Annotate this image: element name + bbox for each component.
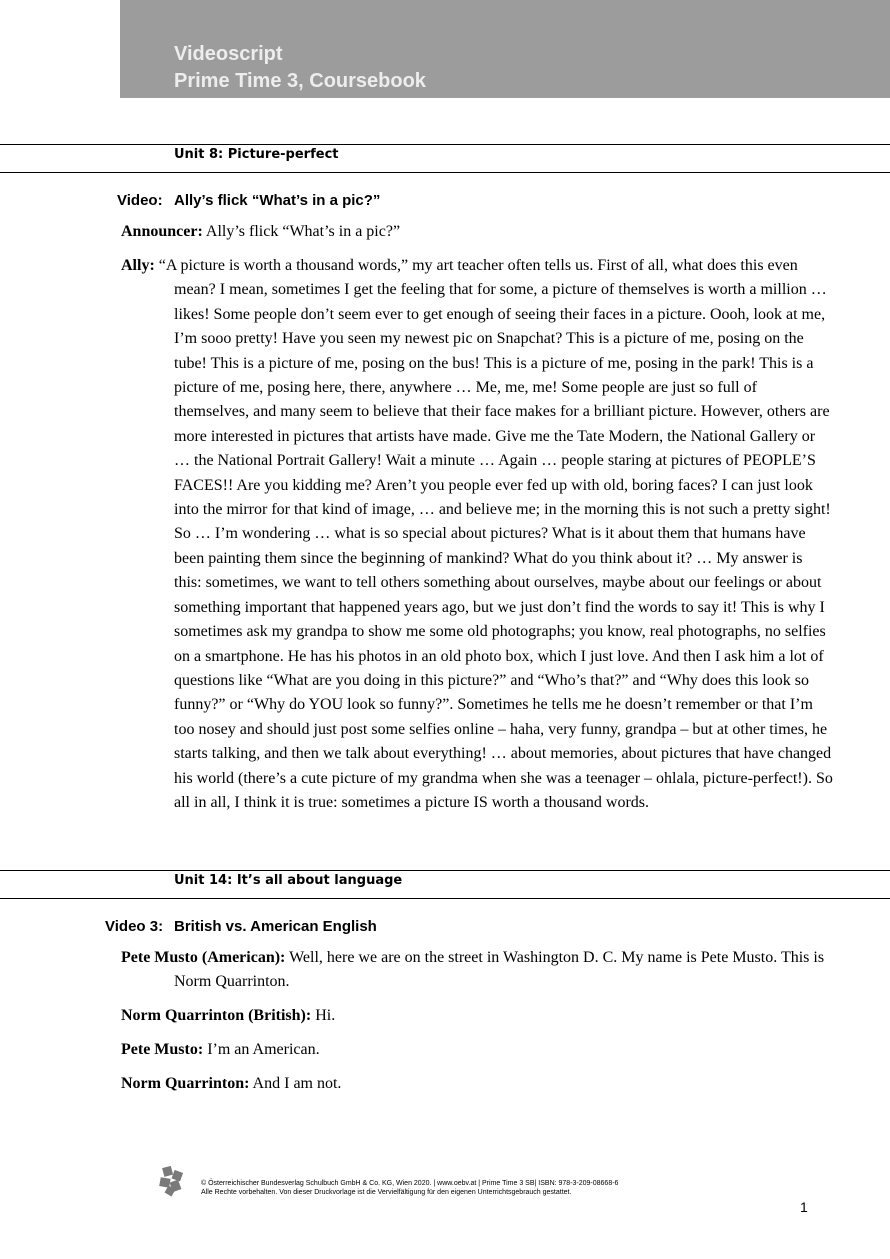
divider	[0, 172, 890, 173]
video-title: British vs. American English	[174, 918, 377, 935]
video-label: Video:	[117, 192, 163, 209]
divider	[0, 870, 890, 871]
speaker-name: Norm Quarrinton (British):	[121, 1007, 312, 1024]
unit-14-title: Unit 14: It’s all about language	[174, 873, 403, 888]
unit-8-title: Unit 8: Picture-perfect	[174, 147, 339, 162]
speech-text: Hi.	[311, 1007, 336, 1024]
footer-line-1: © Österreichischer Bundesverlag Schulbuch GmbH & Co. KG, Wien 2020. | www.oebv.at | Prime Time 3 SB| ISBN: 978-3-209-08668-6	[201, 1180, 619, 1187]
divider	[0, 898, 890, 899]
oebv-logo-icon	[157, 1165, 189, 1197]
speaker-name: Announcer:	[121, 223, 203, 240]
footer-line-2: Alle Rechte vorbehalten. Von dieser Druckvorlage ist die Vervielfältigung für den eigenen Unterrichtsgebrauch gestattet.	[201, 1189, 572, 1196]
document-header	[174, 41, 426, 95]
header-line-1: Videoscript	[174, 43, 283, 65]
speaker-name: Norm Quarrinton:	[121, 1075, 250, 1092]
header-line-2: Prime Time 3, Coursebook	[174, 70, 426, 92]
script-line-pete-musto-american	[121, 946, 833, 995]
script-line-pete-musto	[121, 1038, 833, 1062]
page-number: 1	[800, 1199, 808, 1215]
speech-text: Ally’s flick “What’s in a pic?”	[202, 223, 401, 240]
speaker-name: Ally:	[121, 257, 155, 274]
script-line-announcer	[121, 220, 833, 244]
speech-text: I’m an American.	[203, 1041, 320, 1058]
speech-text: Well, here we are on the street in Washington D. C. My name is Pete Musto. This is Norm Quarrinton.	[174, 949, 825, 991]
speech-text: And I am not.	[249, 1075, 342, 1092]
script-line-norm-quarrinton-british	[121, 1004, 833, 1028]
script-line-ally	[121, 254, 833, 815]
speech-text: “A picture is worth a thousand words,” my art teacher often tells us. First of all, what does this even mean? I mean, sometimes I get the feeling that for some, a picture of themselves is worth a million … likes! Some people don’t seem ever to get enough of seeing their faces in a picture. Oooh, look at me, I’m sooo pretty! Have you seen my newest pic on Snapchat? This is a picture of me, posing on the tube! This is a picture of me, posing on the bus! This is a picture of me, posing in the park! This is a picture of me, posing here, there, anywhere … Me, me, me! Some people are just so full of themselves, and many seem to believe that their face makes for a brilliant picture. However, others are more interested in pictures that artists have made. Give me the Tate Modern, the National Gallery or … the National Portrait Gallery! Wait a minute … Again … people staring at pictures of PEOPLE’S FACES!! Are you kidding me? Aren’t you people ever fed up with old, boring faces? I can just look into the mirror for that kind of image, … and believe me; in the morning this is not such a pretty sight! So … I’m wondering … what is so special about pictures? What is it about them that humans have been painting them since the beginning of mankind? What do you think about it? … My answer is this: sometimes, we want to tell others something about ourselves, maybe about our feelings or about something important that happened years ago, but we just don’t find the words to say it! This is why I sometimes ask my grandpa to show me some old photographs; you know, real photographs, no selfies on a smartphone. He has his photos in an old photo box, which I just love. And then I ask him a lot of questions like “What are you doing in this picture?” and “Who’s that?” and “Why does this look so funny?” or “Why do YOU look so funny?”. Sometimes he tells me he doesn’t remember or that I’m too nosey and should just post some selfies online – haha, very funny, grandpa – but at other times, he starts talking, and then we talk about everything! … about memories, about pictures that have changed his world (there’s a cute picture of my grandma when she was a teenager – ohlala, picture-perfect!). So all in all, I think it is true: sometimes a picture IS worth a thousand words.	[154, 257, 833, 811]
speaker-name: Pete Musto:	[121, 1041, 204, 1058]
script-line-norm-quarrinton	[121, 1072, 833, 1096]
divider	[0, 144, 890, 145]
video-title: Ally’s flick “What’s in a pic?”	[174, 192, 381, 209]
speaker-name: Pete Musto (American):	[121, 949, 286, 966]
footer-copyright	[201, 1179, 618, 1197]
video-label: Video 3:	[105, 918, 164, 935]
